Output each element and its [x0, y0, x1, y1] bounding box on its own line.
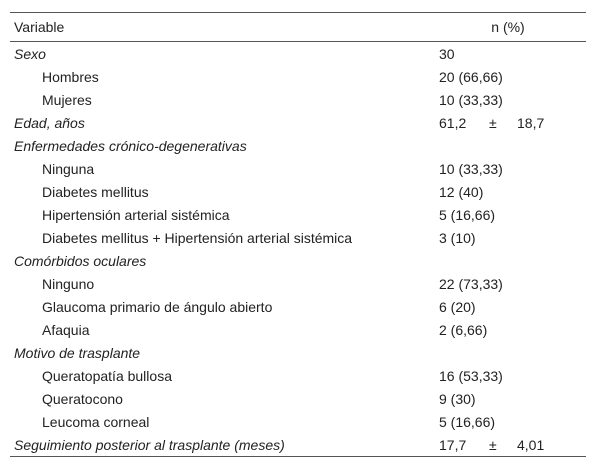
row-label: Ninguno: [42, 275, 95, 292]
table-row: [10, 341, 586, 364]
row-value: 3 (10): [439, 229, 476, 246]
row-value-mean-sd: [430, 433, 586, 457]
table-row: [10, 42, 586, 66]
row-value: 9 (30): [439, 390, 476, 407]
row-group-label: Sexo: [14, 45, 46, 62]
row-label: Diabetes mellitus + Hipertensión arterial sistémica: [42, 229, 353, 246]
table-row: [10, 203, 586, 226]
row-value: 6 (20): [439, 298, 476, 315]
row-value: 5 (16,66): [439, 206, 496, 223]
row-label: Diabetes mellitus: [42, 183, 149, 200]
sd-value: 18,7: [517, 114, 545, 131]
row-label: Afaquia: [42, 321, 90, 338]
table-row: [10, 249, 586, 272]
table-row: [10, 433, 586, 457]
row-label: Leucoma corneal: [42, 413, 150, 430]
table-row: [10, 65, 586, 88]
row-group-label: Edad, años: [14, 114, 85, 131]
table-row: [10, 134, 586, 157]
row-value: 16 (53,33): [439, 367, 503, 384]
row-group-label: Motivo de trasplante: [14, 344, 141, 361]
row-group-label: Enfermedades crónico-degenerativas: [14, 137, 247, 154]
row-value: [430, 341, 586, 364]
row-label: Glaucoma primario de ángulo abierto: [42, 298, 273, 315]
row-value: 10 (33,33): [439, 91, 503, 108]
row-value: 10 (33,33): [439, 160, 503, 177]
table-row: [10, 157, 586, 180]
table-row: [10, 410, 586, 433]
row-label: Hombres: [42, 68, 99, 85]
mean-value: 61,2: [439, 114, 467, 131]
table-row: [10, 226, 586, 249]
mean-value: 17,7: [439, 436, 467, 453]
header-n-percent: n (%): [430, 13, 586, 42]
row-group-label: Seguimiento posterior al trasplante (meses): [10, 433, 430, 457]
table-row: [10, 88, 586, 111]
table-header: [10, 13, 586, 42]
row-value: 12 (40): [439, 183, 484, 200]
table-row: [10, 180, 586, 203]
row-value-mean-sd: [430, 111, 586, 134]
row-value: [430, 134, 586, 157]
table-row: [10, 364, 586, 387]
row-value: 2 (6,66): [439, 321, 488, 338]
table-row: [10, 295, 586, 318]
row-label: Hipertensión arterial sistémica: [42, 206, 230, 223]
demographics-table: [10, 12, 586, 457]
row-value: 20 (66,66): [439, 68, 503, 85]
row-value: 22 (73,33): [439, 275, 503, 292]
row-label: Mujeres: [42, 91, 92, 108]
plus-minus-sign: ±: [489, 436, 497, 453]
row-label: Ninguna: [42, 160, 95, 177]
row-label: Queratopatía bullosa: [42, 367, 172, 384]
table-row: [10, 111, 586, 134]
row-group-label: Comórbidos oculares: [14, 252, 147, 269]
table-body: [10, 42, 586, 457]
plus-minus-sign: ±: [489, 114, 497, 131]
table-row: [10, 387, 586, 410]
table-row: [10, 272, 586, 295]
table-row: [10, 318, 586, 341]
header-row: [10, 13, 586, 42]
row-value: 30: [439, 45, 455, 62]
sd-value: 4,01: [517, 436, 545, 453]
row-value: [430, 249, 586, 272]
header-variable: Variable: [10, 13, 430, 42]
row-label: Queratocono: [42, 390, 123, 407]
row-value: 5 (16,66): [439, 413, 496, 430]
demographics-table-container: [10, 12, 586, 457]
